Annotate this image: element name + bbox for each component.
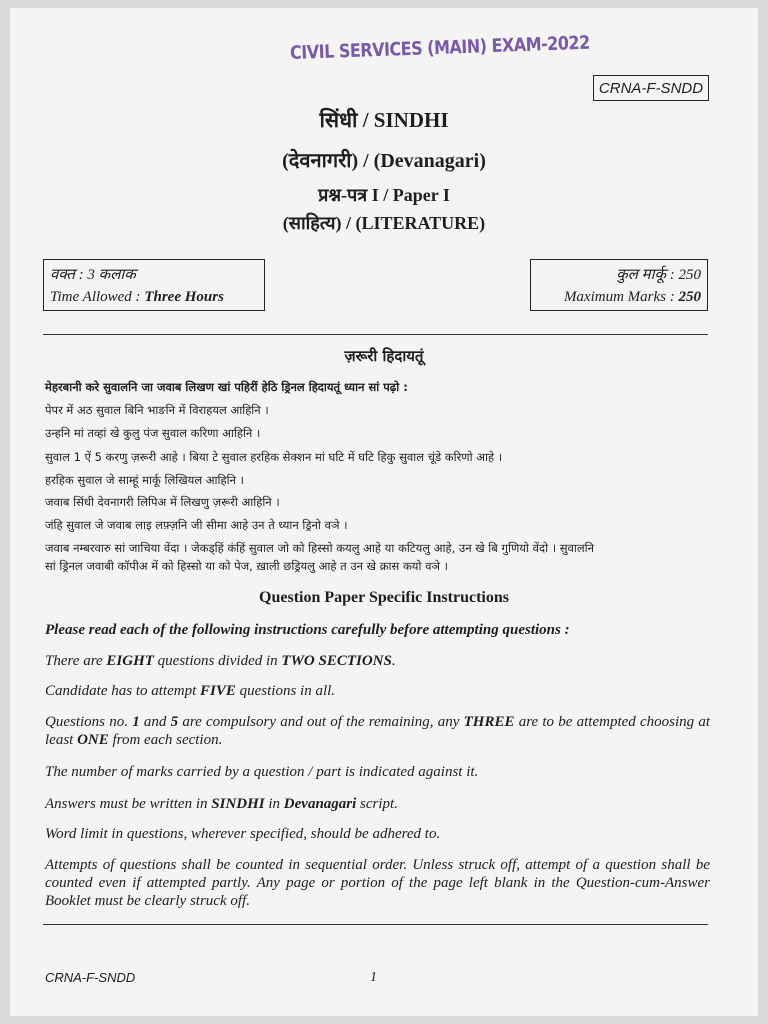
paper-title: प्रश्न-पत्र I / Paper I: [318, 185, 450, 205]
paper-code-box: [593, 75, 709, 101]
sindhi-instruction-line: हरहिक सुवाल जे साम्हूं मार्कू लिखियल आहिनि ।: [45, 473, 244, 487]
section-title: (साहित्य) / (LITERATURE): [282, 213, 486, 233]
maximum-marks-box: [530, 259, 708, 311]
marks-label: Maximum Marks :: [563, 289, 679, 305]
footer-paper-code: CRNA-F-SNDD: [45, 970, 136, 985]
exam-stamp: CIVIL SERVICES (MAIN) EXAM-2022: [289, 31, 591, 64]
sindhi-instruction-line: जवाब नम्बरवारु सां जाचिया वेंदा । जेकड्हिं कंहिं सुवाल जो को हिस्सो कयलु आहे या कटियलु आहे, उन खे बि गुणियो वेंदो । सुवालनि: [45, 541, 595, 555]
time-label: Time Allowed :: [50, 289, 145, 305]
sindhi-instruction-line: सुवाल 1 ऐं 5 करणु ज़रूरी आहे । बिया टे सुवाल हरहिक सेक्शन मां घटि में घटि हिकु सुवाल चूंडे करिणो आहे ।: [45, 450, 503, 464]
script-title: (देवनागरी) / (Devanagari): [282, 150, 486, 172]
instruction-language: Answers must be written in SINDHI in Devanagari script.: [45, 796, 398, 812]
maximum-marks-hindi: कुल मार्कू : 250: [616, 267, 701, 283]
maximum-marks-english: [537, 286, 701, 308]
instruction-word-limit: Word limit in questions, wherever specified, should be adhered to.: [45, 826, 441, 842]
sindhi-instruction-line: पेपर में अठ सुवाल बिनि भाङनि में विराहयल आहिनि ।: [45, 403, 269, 417]
instructions-intro: Please read each of the following instructions carefully before attempting questions :: [45, 622, 570, 638]
instruction-eight-questions: There are EIGHT questions divided in TWO SECTIONS.: [45, 653, 396, 669]
sindhi-instruction-line: जवाब सिंधी देवनागरी लिपिअ में लिखणु ज़रूरी आहिनि ।: [45, 495, 280, 509]
sindhi-instruction-line: सां ड्रिनल जवाबी कॉपीअ में को हिस्सो या को पेज, ख़ाली छड्रियलु आहे त उन खे क्रास कयो वञे ।: [45, 559, 449, 573]
time-value: Three Hours: [144, 289, 224, 305]
page-number: 1: [370, 970, 377, 985]
sindhi-instruction-line: मेहरबानी करे सुवालनि जा जवाब लिखण खां पहिरीं हेठि ड्रिनल हिदायतूं ध्यान सां पढ़ो :: [45, 380, 408, 394]
time-allowed-box: [43, 259, 265, 311]
sindhi-instruction-line: जंहि सुवाल जे जवाब लाइ लफ़्ज़नि जी सीमा आहे उन ते ध्यान ड्रिनो वञे ।: [45, 518, 348, 532]
sindhi-instructions-heading: ज़रूरी हिदायतूं: [344, 347, 424, 365]
top-divider: [43, 334, 708, 335]
sindhi-instruction-line: उन्हनि मां तव्हां खे कुलु पंज सुवाल करिणा आहिनि ।: [45, 426, 261, 440]
bottom-divider: [43, 924, 708, 925]
instruction-compulsory-questions: Questions no. 1 and 5 are compulsory and out of the remaining, any THREE are to be attempted choosing at least ONE from each section.: [45, 714, 711, 748]
instruction-marks: The number of marks carried by a question / part is indicated against it.: [45, 764, 479, 780]
subject-title: सिंधी / SINDHI: [319, 108, 449, 132]
paper-code: CRNA-F-SNDD: [598, 79, 704, 97]
time-allowed-hindi: वक्त : 3 कलाक: [50, 267, 136, 283]
instruction-five-questions: Candidate has to attempt FIVE questions in all.: [45, 683, 336, 699]
time-allowed-english: [50, 286, 258, 308]
instruction-sequential-order: Attempts of questions shall be counted in sequential order. Unless struck off, attempt of a question shall be counted even if attempted partly. Any page or portion of the page left blank in the Question-cum-Answer Booklet must be clearly struck off.: [45, 857, 710, 909]
english-instructions-heading: Question Paper Specific Instructions: [259, 589, 509, 606]
marks-value: 250: [678, 289, 701, 305]
